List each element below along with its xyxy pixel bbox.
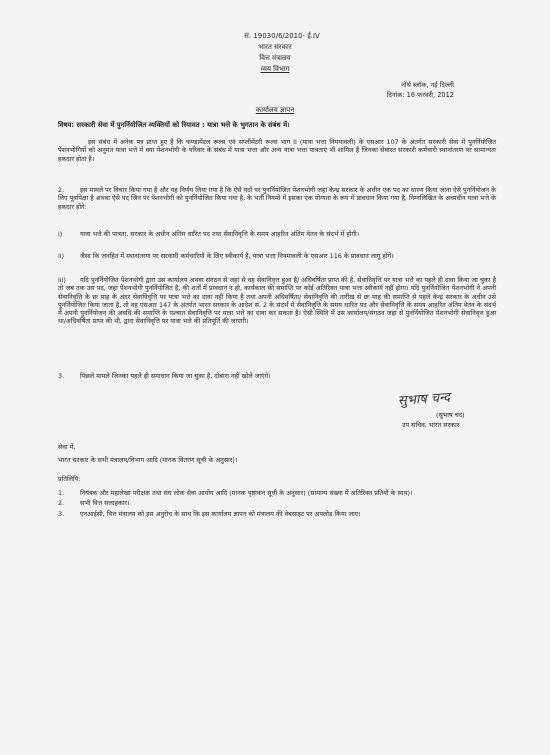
government-name: भारत सरकार — [258, 43, 292, 51]
subject-line: विषय: सरकारी सेवा में पुनर्नियोजित व्यक्तियों को रियायत : यात्रा भत्ते के भुगतान के संबंध में। — [58, 121, 290, 129]
signatory-designation: उप सचिव, भारत सरकार — [402, 421, 460, 429]
clause-iii — [58, 276, 496, 326]
list-item-text: एनआईसी, वित्त मंत्रालय को इस अनुरोध के साथ कि इस कार्यालय ज्ञापन को मंत्रालय की वेबसाइट पर अपलोड किया जाए। — [80, 509, 361, 518]
paragraph-1: इस संबंध में अनेक पत्र प्राप्त हुए हैं कि फण्डामेंटल रूल्स एवं सप्लीमेंटरी रूल्स भाग II (यात्रा भत्ता नियमावली) के एसआर 107 के अंतर्गत सरकारी सेवा में पुनर्नियोजित पेंशनभोगियों को अनुमत यात्रा भत्ते में क्या पेंशनभोगी के परिवार के संबंध में यात्रा भत्ता और अन्य यात्रा भत्ता पात्रताएं भी शामिल हैं जिनका सेवारत सरकारी कर्मचारी स्थानांतरण पर सामान्यतः हकदार होता है। — [58, 138, 496, 163]
clause-ii-text: जैसा कि जनहित में स्थानांतरण पर सरकारी कर्मचारियों के लिए स्वीकार्य है, यात्रा भत्ता नियमावली के एसआर 116 के प्रावधान लागू होंगे। — [80, 252, 394, 260]
clause-ii — [58, 252, 496, 260]
addressee-to: सेवा में, — [58, 443, 76, 451]
clause-ii-number: ii) — [58, 252, 65, 260]
clause-iii-number: iii) — [58, 276, 66, 284]
clause-iii-text: यदि पुनर्नियोजित पेंशनभोगी द्वारा उस कार्यालय अथवा संगठन से जहां से वह सेवानिवृत्त हुआ है/ अधिवर्षिता प्राप्त की है, सेवानिवृत्ति पर यात्रा भत्ते का पहले ही दावा किया जा चुका है तो जब तक उस पद, जहां पेंशनभोगी पुनर्नियोजित है, की शर्तों में प्रावधान न हो, कार्यकाल की समाप्ति पर कोई अतिरिक्त यात्रा भत्ता स्वीकार्य नहीं होगा। यदि पुनर्नियोजित पेंशनभोगी ने अपनी सेवानिवृत्ति के छः माह के अंदर सेवानिवृत्ति पर यात्रा भत्ते का दावा नहीं किया है तथा अपनी अधिवर्षिता/ सेवानिवृत्ति की तारीख से छः माह की समाप्ति से पहले केन्द्र सरकार के अधीन उसे पुनर्नियोजित किया जाता है, तो वह एसआर 147 के अंतर्गत भारत सरकार के आदेश सं. 2 के संदर्भ में सेवानिवृत्ति के समय धारित पद और सेवानिवृत्ति के समय आहरित अंतिम वेतन के संदर्भ में अपनी पुनर्नियोजन की अवधि की समाप्ति के पश्चात सेवानिवृत्ति पर यात्रा भत्ते का दावा कर सकता है। ऐसी स्थिति में उस कार्यालय/संगठन जहां से पुनर्नियोजित पेंशनभोगी सेवानिवृत्त हुआ था/अधिवर्षिता प्राप्त की थी, द्वारा सेवानिवृत्ति पर यात्रा भत्ते की प्रतिपूर्ति की जाएगी। — [58, 276, 496, 326]
list-item — [58, 489, 498, 497]
ministry-name: वित्त मंत्रालय — [259, 54, 291, 62]
document-type — [0, 106, 550, 115]
list-item-number: 3. — [58, 509, 65, 518]
paragraph-2 — [58, 186, 496, 211]
signatory-name: (सुभाष चंद) — [436, 411, 465, 419]
list-item-text: नियंत्रक और महालेखा परीक्षक तथा संघ लोक सेवा आयोग आदि (मानक पृष्ठांकन सूची के अनुसार) (सामान्य संख्या में अतिरिक्त प्रतियों के साथ)। — [80, 489, 413, 497]
department-name-text: व्यय विभाग — [260, 65, 290, 73]
list-item-number: 1. — [58, 489, 65, 497]
clause-i-number: i) — [58, 230, 63, 238]
reference-number: सं. 19030/6/2010- ई.IV — [244, 32, 320, 40]
copy-to-heading: प्रतिलिपि: — [58, 475, 81, 483]
paragraph-3 — [58, 372, 496, 380]
addressee-line: भारत सरकार के सभी मंत्रालय/विभाग आदि (मानक वितरण सूची के अनुसार)। — [58, 456, 238, 464]
paragraph-2-text: इस मामले पर विचार किया गया है और यह निर्णय लिया गया है कि ऐसे पदों पर पुनर्नियोजित पेंशनभोगी जहां केन्द्र सरकार के अधीन एक पद का धारण किया जाना ऐसे पुनर्नियोजन के लिए पूर्वापेक्षा है अथवा ऐसे पद जिन पर पेंशनभोगी को पुनर्नियोजित किया गया है, के भर्ती नियमों में इसका एक योग्यता के रूप में प्रावधान किया गया है, निम्नलिखित के अध्यधीन यात्रा भत्ते के हकदार होंगे: — [58, 186, 496, 211]
issue-date: दिनांक: 16 फरवरी, 2012 — [386, 91, 454, 99]
paragraph-3-text: पिछले मामले जिनका पहले ही समाधान किया जा चुका है, दोबारा नहीं खोले जाएंगे। — [80, 372, 271, 380]
copy-to-list — [58, 489, 498, 520]
list-item — [58, 510, 498, 518]
clause-i — [58, 230, 496, 238]
list-item-text: सभी वित्त सलाहकार। — [80, 499, 130, 508]
list-item-number: 2. — [58, 499, 65, 508]
document-type-text: कार्यालय ज्ञापन — [255, 106, 295, 114]
signature-scrawl: सुभाष चन्द — [397, 390, 451, 409]
department-name — [0, 65, 550, 74]
paragraph-3-number: 3. — [58, 372, 65, 380]
issue-place: नॉर्थ ब्लॉक, नई दिल्ली — [401, 81, 454, 89]
list-item — [58, 499, 498, 507]
paragraph-2-number: 2. — [58, 186, 65, 194]
clause-i-text: यात्रा भत्ते की पात्रता, सरकार के अधीन अंतिम धारित पद तथा सेवानिवृत्ति के समय आहरित अंतिम वेतन के संदर्भ में होगी। — [80, 230, 360, 238]
